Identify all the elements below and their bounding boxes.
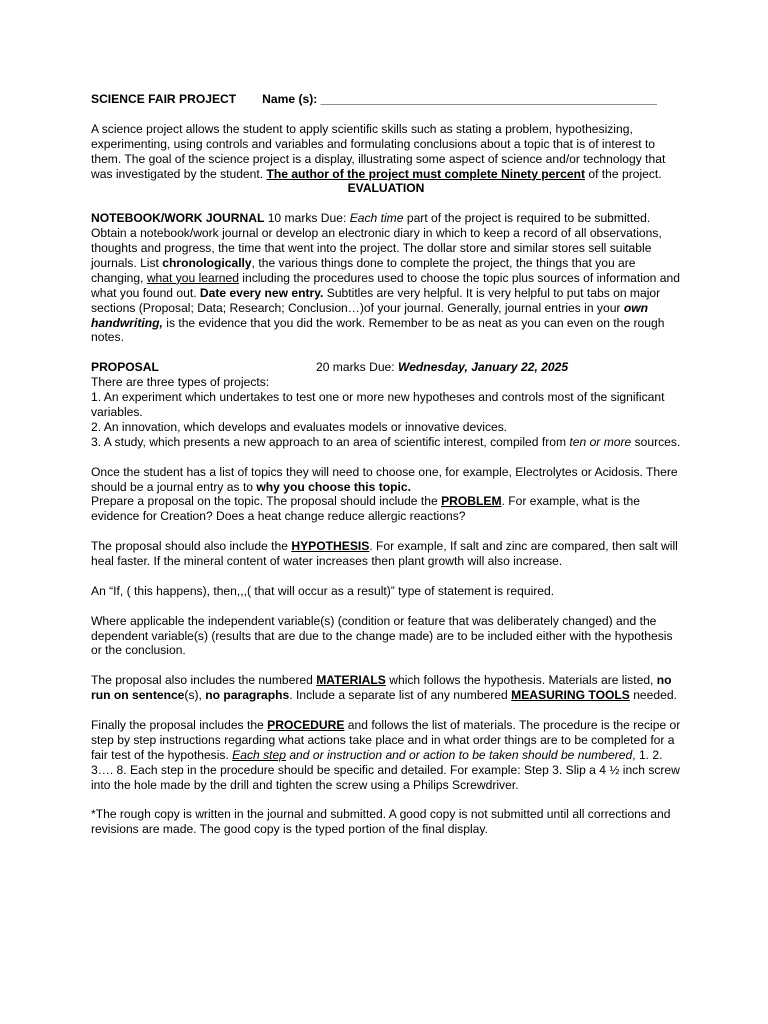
evaluation-heading: EVALUATION [347,181,425,196]
procedure-paragraph: Finally the proposal includes the PROCEDURE and follows the list of materials. The procedure is the recipe or step by step instructions regarding what actions take place and in what order things are to be completed for a fair test of the hypothesis. Each step and or instruction and or action to be taken should be numbered, 1. 2. 3…. 8. Each step in the procedure should be specific and detailed. For example: Step 3. Slip a 4 ½ inch screw into the hole made by the drill and tighten the screw using a Philips Screwdriver. [91,717,681,792]
choose-topic-paragraph: Once the student has a list of topics they will need to choose one, for example, Electrolytes or Acidosis. There should be a journal entry as to why you choose this topic. [91,464,678,494]
document-header [91,92,681,107]
author-requirement: The author of the project must complete Ninety percent [266,166,585,181]
notebook-section: NOTEBOOK/WORK JOURNAL 10 marks Due: Each time part of the project is required to be submitted. Obtain a notebook/work journal or develop an electronic diary in which to keep a record of all observations, thoughts and progress, the time that went into the project. The dollar store and similar stores sell suitable journals. List chronologically, the various things done to complete the project, the things that you are changing, what you learned including the procedures used to choose the topic plus sources of information and what you found out. Date every new entry. Subtitles are very helpful. It is very helpful to put tabs on major sections (Proposal; Data; Research; Conclusion…)of your journal. Generally, journal entries in your own handwriting, is the evidence that you did the work. Remember to be as neat as you can even on the rough notes. [91,211,680,345]
project-type-3: 3. A study, which presents a new approach to an area of scientific interest, compiled from ten or more sources. [91,434,681,449]
rough-copy-note: *The rough copy is written in the journal and submitted. A good copy is not submitted until all corrections and revisions are made. The good copy is the typed portion of the final display. [91,807,671,837]
variables-paragraph: Where applicable the independent variable(s) (condition or feature that was deliberately changed) and the dependent variable(s) (results that are due to the change made) are to be included either with the hypothesis or the conclusion. [91,613,673,658]
if-then-paragraph: An “If, ( this happens), then,,,( that will occur as a result)” type of statement is required. [91,583,555,598]
hypothesis-paragraph: The proposal should also include the HYPOTHESIS. For example, If salt and zinc are compared, then salt will heal faster. If the mineral content of water increases then plant growth will also increase. [91,539,678,569]
project-type-1: 1. An experiment which undertakes to test one or more new hypotheses and controls most of the significant variables. [91,390,665,419]
intro-paragraph: A science project allows the student to apply scientific skills such as stating a problem, hypothesizing, experimenting, using controls and variables and formulating conclusions about a topic that is of interest to them. The goal of the science project is a display, illustrating some aspect of science and/or technology that was investigated by the student. The author of the project must complete Ninety percent of the project. [91,121,666,181]
name-blank: __________________________________________________ [320,92,657,106]
problem-paragraph: Prepare a proposal on the topic. The proposal should include the PROBLEM. For example, what is the evidence for Creation? Does a heat change reduce allergic reactions? [91,494,640,524]
proposal-due: 20 marks Due: Wednesday, January 22, 2025 [316,360,569,375]
materials-paragraph: The proposal also includes the numbered MATERIALS which follows the hypothesis. Materials are listed, no run on sentence(s), no paragraphs. Include a separate list of any numbered MEASURING TOOLS needed. [91,673,677,703]
types-intro: There are three types of projects: [91,375,270,390]
project-type-2: 2. An innovation, which develops and evaluates models or innovative devices. [91,419,508,434]
name-label: Name (s): [262,92,318,106]
project-title: SCIENCE FAIR PROJECT [91,92,237,106]
proposal-heading-line [91,360,681,375]
proposal-heading: PROPOSAL [91,360,159,375]
document-page [91,92,681,837]
notebook-heading: NOTEBOOK/WORK JOURNAL [91,211,265,226]
